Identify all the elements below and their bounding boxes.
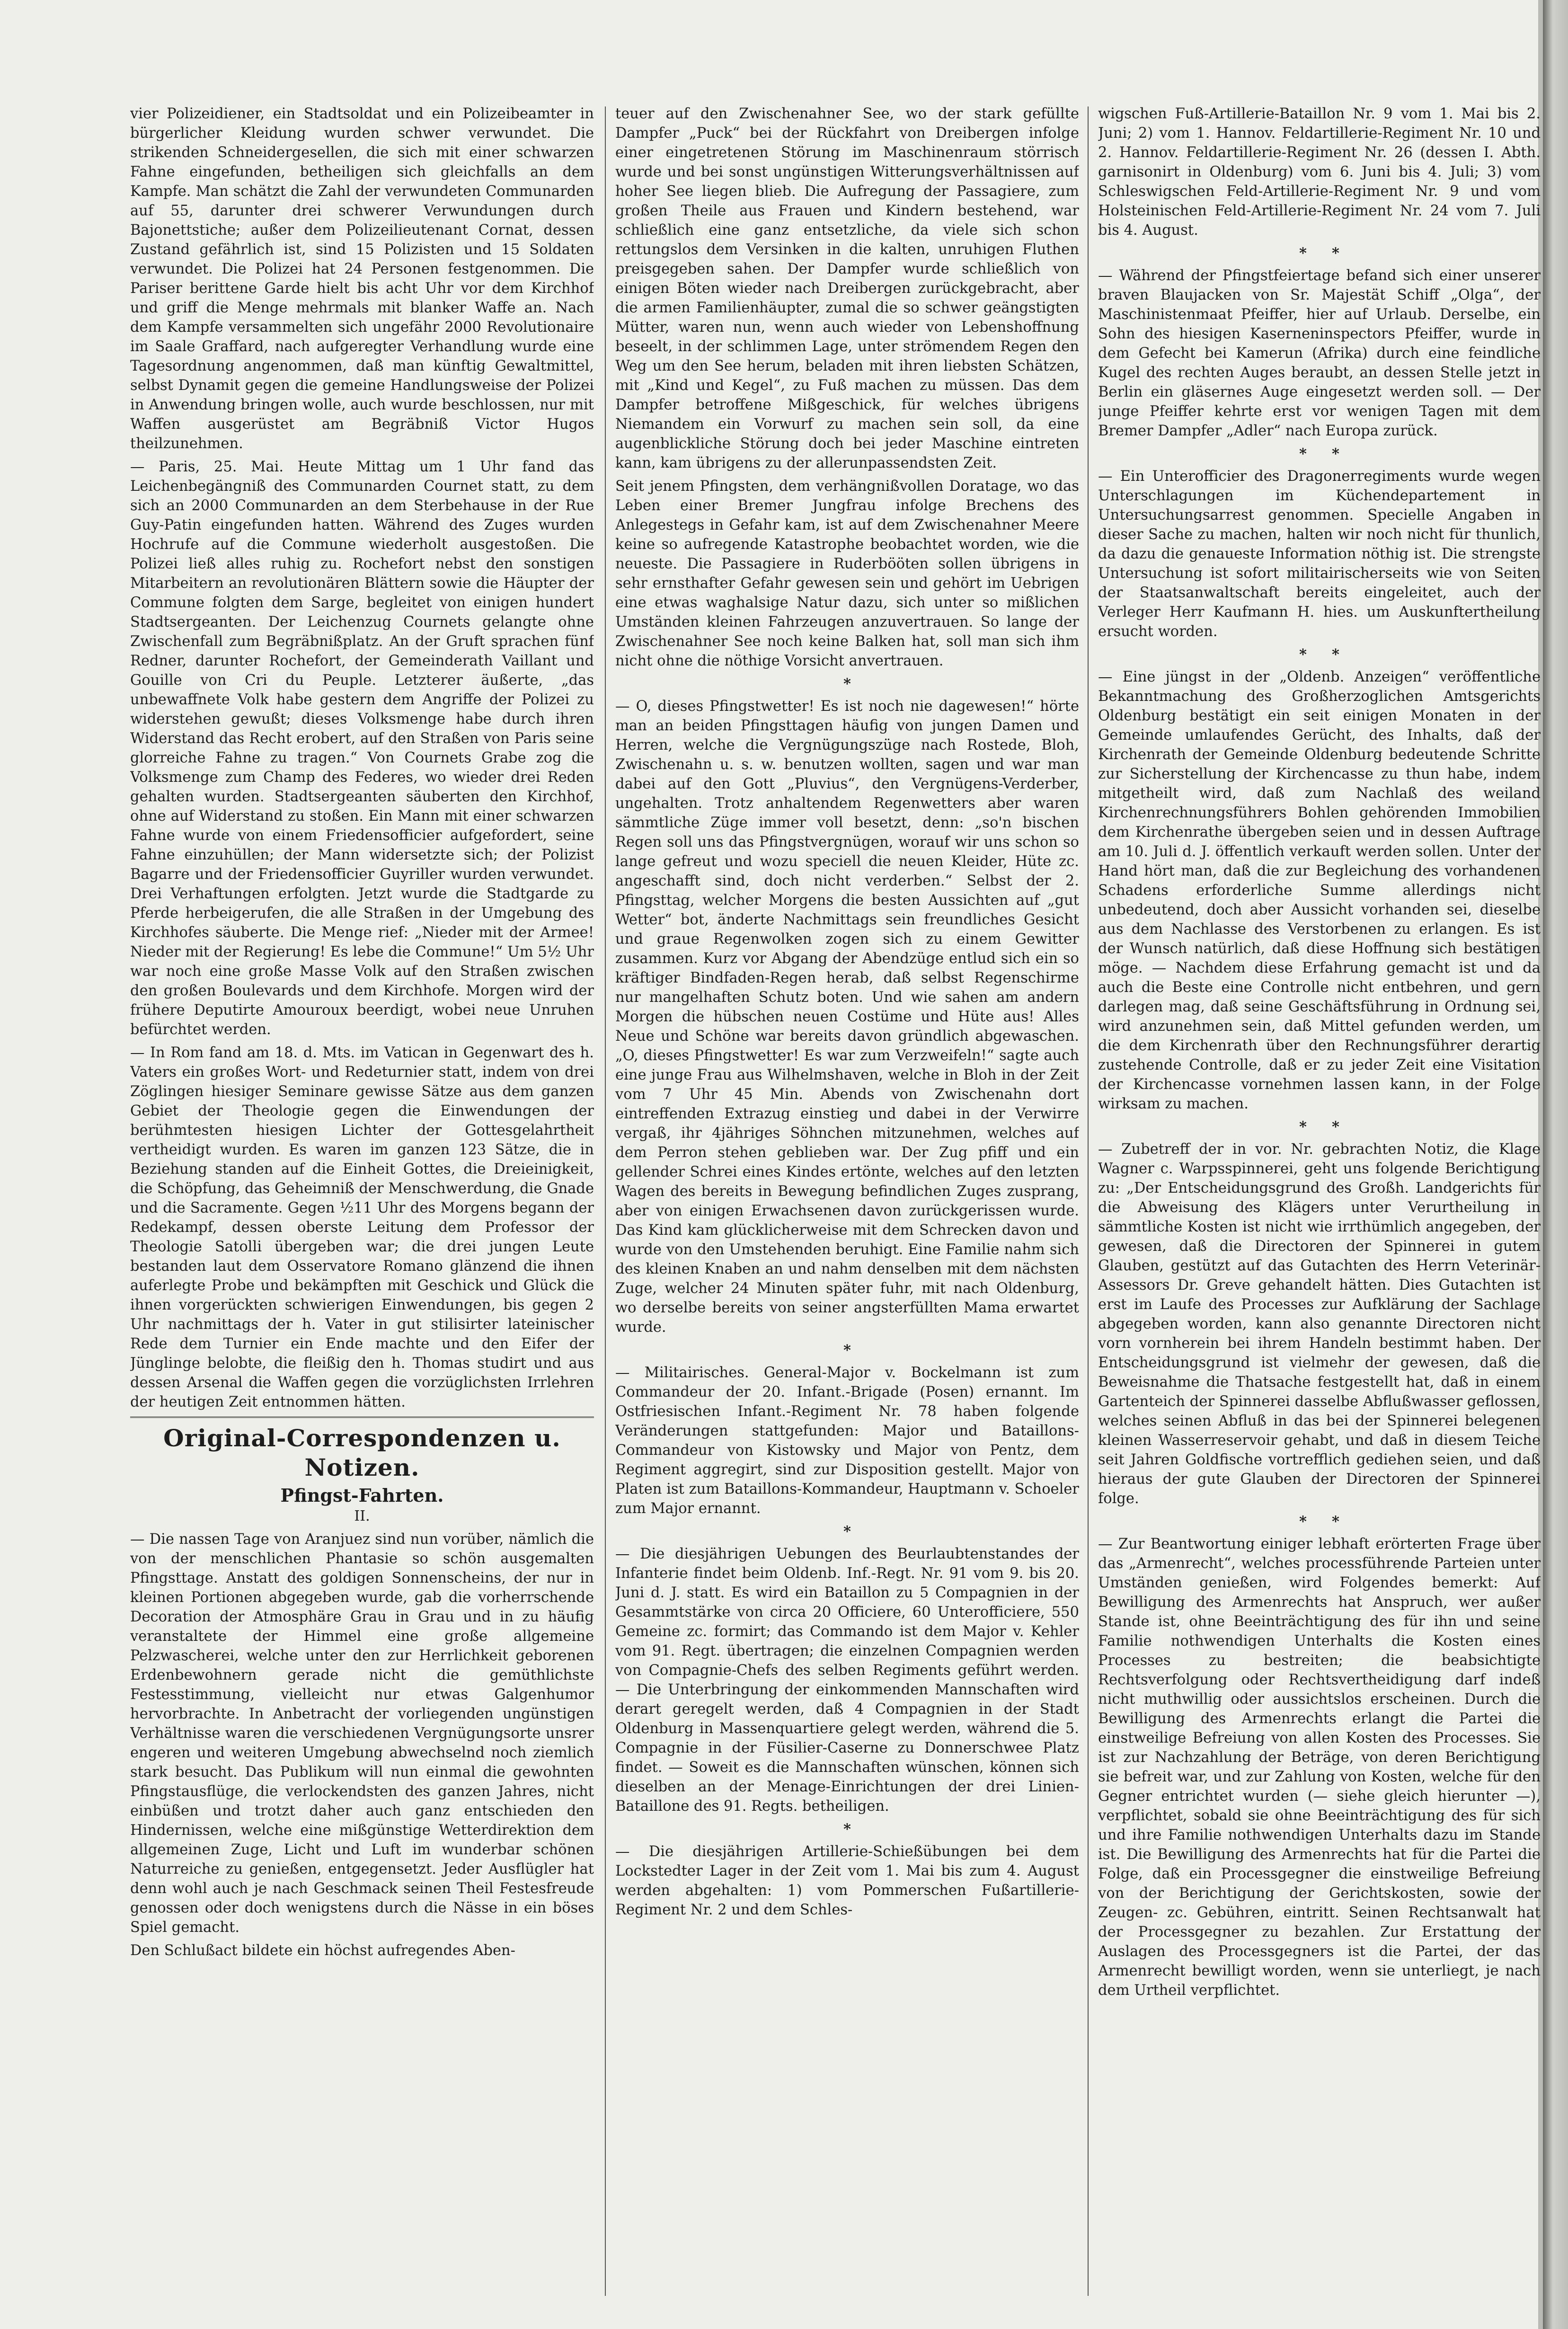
column-middle	[615, 104, 1079, 2301]
article-rome-vatican: — In Rom fand am 18. d. Mts. im Vatican in Gegenwart des h. Vaters ein großes Wort- und Redeturnier statt, indem von drei Zöglingen hiesiger Seminare gewisse Sätze aus dem ganzen Gebiet der Theologie gegen die Einwendungen der berühmtesten hiesigen Lichter der Gottesgelahrtheit vertheidigt wurden. Es waren im ganzen 123 Sätze, die in Beziehung standen auf die Einheit Gottes, die Dreieinigkeit, die Schöpfung, das Geheimniß der Menschwerdung, die Gnade und die Sacramente. Gegen ½11 Uhr des Morgens begann der Redekampf, dessen oberste Leitung dem Professor der Theologie Satolli übergeben war; die drei jungen Leute bestanden laut dem Osservatore Romano glänzend die ihnen auferlegte Probe und bekämpften mit Geschick und Glück die ihnen vorgerückten schwierigen Einwendungen, bis gegen 2 Uhr nachmittags der h. Vater in gut stilisirter lateinischer Rede dem Turnier ein Ende machte und den Eifer der Jünglinge belobte, die fleißig den h. Thomas studirt und aus dessen Arsenal die Waffen gegen die vorzüglichsten Irrlehren der heutigen Zeit entnommen hätten.	[130, 1045, 594, 1410]
asterisk-separator: * *	[1299, 646, 1339, 663]
asterisk-separator: *	[843, 675, 851, 692]
article-artillery-exercises: — Die diesjährigen Artillerie-Schießübungen bei dem Lockstedter Lager in der Zeit vom 1. Mai bis zum 4. August werden abgehalten: 1) vom Pommerschen Fußartillerie-Regiment Nr. 2 und dem Schles-	[615, 1843, 1079, 1918]
section-separator	[130, 1417, 594, 1418]
page-edge	[1543, 0, 1568, 2329]
column-right	[1098, 104, 1541, 2301]
asterisk-separator: * *	[1299, 245, 1339, 262]
article-pentecost-weather: — O, dieses Pfingstwetter! Es ist noch nie dagewesen!“ hörte man an beiden Pfingsttagen häufig von jungen Damen und Herren, welche die Vergnügungszüge nach Rostede, Bloh, Zwischenahn u. s. w. benutzen wollten, sagen und war man dabei auf den Gott „Pluvius“, den Vergnügens-Verderber, ungehalten. Trotz anhaltendem Regenwetters aber waren sämmtliche Züge immer voll besetzt, denn: „so'n bischen Regen soll uns das Pfingstvergnügen, worauf wir uns schon so lange gefreut und wozu speciell die neuen Kleider, Hüte zc. angeschafft sind, doch nicht verderben.“ Selbst der 2. Pfingsttag, welcher Morgens die besten Aussichten auf „gut Wetter“ bot, änderte Nachmittags sein freundliches Gesicht und graue Regenwolken zogen sich zu einem Gewitter zusammen. Kurz vor Abgang der Abendzüge entlud sich ein so kräftiger Bindfaden-Regen herab, daß selbst Regenschirme nur mangelhaften Schutz boten. Und wie sahen am andern Morgen die hübschen neuen Costüme und Hüte aus! Alles Neue und Schöne war bereits davon gründlich abgewaschen. „O, dieses Pfingstwetter! Es war zum Verzweifeln!“ sagte auch eine junge Frau aus Wilhelmshaven, welche in Bloh in der Zeit vom 7 Uhr 45 Min. Abends von Zwischenahn dort eintreffenden Extrazug einstieg und dabei in der Verwirre vergaß, ihr 4jähriges Söhnchen mitzunehmen, welches auf dem Perron stehen geblieben war. Der Zug pfiff und ein gellender Schrei eines Kindes ertönte, welches auf den letzten Wagen des bereits in Bewegung befindlichen Zuges zusprang, aber von einigen Erwachsenen davon zurückgerissen wurde. Das Kind kam glücklicherweise mit dem Schrecken davon und wurde von den Umstehenden beruhigt. Eine Familie nahm sich des kleinen Knaben an und nahm denselben mit dem nächsten Zuge, welcher 24 Minuten später fuhr, mit nach Oldenburg, wo derselbe bereits von seiner angsterfüllten Mama erwartet wurde.	[615, 698, 1079, 1336]
article-infantry-exercises: — Die diesjährigen Uebungen des Beurlaubtenstandes der Infanterie findet beim Oldenb. Inf.-Regt. Nr. 91 vom 9. bis 20. Juni d. J. statt. Es wird ein Bataillon zu 5 Compagnien in der Gesammtstärke von circa 20 Officiere, 60 Unterofficiere, 550 Gemeine zc. formirt; das Commando ist dem Major v. Kehler vom 91. Regt. übertragen; die einzelnen Compagnien werden von Compagnie-Chefs des selben Regiments geführt werden. — Die Unterbringung der einkommenden Mannschaften wird derart geregelt werden, daß 4 Compagnien in der Stadt Oldenburg in Massenquartiere gelegt werden, während die 5. Compagnie in der Füsilier-Caserne zu Donnerschwee Platz findet. — Soweit es die Mannschaften wünschen, können sich dieselben an der Menage-Einrichtungen der drei Linien-Bataillone des 91. Regts. betheiligen.	[615, 1546, 1079, 1815]
asterisk-separator: * *	[1299, 1118, 1339, 1135]
article-pentecost-trips: — Die nassen Tage von Aranjuez sind nun vorüber, nämlich die von der menschlichen Phantasie so schön ausgemalten Pfingsttage. Anstatt des goldigen Sonnenscheins, der nur in kleinen Portionen abgegeben wurde, gab die vorherrschende Decoration der Atmosphäre Grau in Grau und in zu häufig veranstaltete der Himmel eine große allgemeine Pelzwascherei, welche unter den zur Herrlichkeit geborenen Erdenbewohnern gerade nicht die gemüthlichste Festesstimmung, vielleicht nur etwas Galgenhumor hervorbrachte. In Anbetracht der vorliegenden ungünstigen Verhältnisse waren die verschiedenen Vergnügungsorte unsrer engeren und weiteren Umgebung abwechselnd noch ziemlich stark besucht. Das Publikum will nun einmal die gewohnten Pfingstausflüge, die verlockendsten des ganzen Jahres, nicht einbüßen und trotzt daher auch ganz entschieden den Hindernissen, welche eine mißgünstige Wetterdirektion dem allgemeinen Zuge, Licht und Luft im wunderbar schönen Naturreiche zu genießen, entgegensetzt. Jeder Ausflügler hat denn wohl auch je nach Geschmack seinen Theil Festesfreude genossen oder doch wenigstens durch die Nässe in ein böses Spiel gemacht.	[130, 1531, 594, 1936]
asterisk-separator: * *	[1299, 445, 1339, 462]
asterisk-separator: *	[843, 1523, 851, 1540]
section-title: Original-Correspondenzen u. Notizen.	[163, 1424, 561, 1481]
section-number: II.	[354, 1508, 370, 1524]
column-divider	[605, 106, 606, 2296]
article-sailor-pfeiffer: — Während der Pfingstfeiertage befand sich einer unserer braven Blaujacken von Sr. Majestät Schiff „Olga“, der Maschinistenmaat Pfeiffer, hier auf Urlaub. Derselbe, ein Sohn des hiesigen Kaserneninspectors Pfeiffer, wurde in dem Gefecht bei Kamerun (Afrika) durch eine feindliche Kugel des rechten Auges beraubt, an dessen Stelle jetzt in Berlin ein gläsernes Auge eingesetzt werden soll. — Der junge Pfeiffer kehrte erst vor wenigen Tagen mit dem Bremer Dampfer „Adler“ nach Europa zurück.	[1098, 267, 1541, 439]
article-paragraph: wigschen Fuß-Artillerie-Bataillon Nr. 9 vom 1. Mai bis 2. Juni; 2) vom 1. Hannov. Feldartillerie-Regiment Nr. 10 und 2. Hannov. Feldartillerie-Regiment Nr. 26 (dessen I. Abth. garnisonirt in Oldenburg) vom 6. Juni bis 4. Juli; 3) vom Schleswigschen Feld-Artillerie-Regiment Nr. 9 und vom Holsteinischen Feld-Artillerie-Regiment Nr. 24 vom 7. Juli bis 4. August.	[1098, 106, 1541, 239]
article-paragraph: vier Polizeidiener, ein Stadtsoldat und ein Polizeibeamter in bürgerlicher Kleidung wurden schwer verwundet. Die strikenden Schneidergesellen, die sich mit einer schwarzen Fahne eingefunden, betheiligen sich gleichfalls an dem Kampfe. Man schätzt die Zahl der verwundeten Communarden auf 55, darunter drei schwerer Verwundungen durch Bajonettstiche; außer dem Polizeilieutenant Cornat, dessen Zustand gefährlich ist, sind 15 Polizisten und 15 Soldaten verwundet. Die Polizei hat 24 Personen festgenommen. Die Pariser berittene Garde hielt bis acht Uhr vor dem Kirchhof und griff die Menge mehrmals mit blanker Waffe an. Nach dem Kampfe versammelten sich ungefähr 2000 Revolutionaire im Saale Graffard, nach aufgeregter Verhandlung wurde eine Tagesordnung angenommen, daß man künftig Gewaltmittel, selbst Dynamit gegen die gemeine Handlungsweise der Polizei in Anwendung bringen wolle, auch wurde beschlossen, nur mit Waffen ausgerüstet am Begräbniß Victor Hugos theilzunehmen.	[130, 106, 594, 452]
article-church-treasury: — Eine jüngst in der „Oldenb. Anzeigen“ veröffentliche Bekanntmachung des Großherzoglichen Amtsgerichts Oldenburg bestätigt ein seit einigen Monaten in der Gemeinde umlaufendes Gerücht, des Inhalts, daß der Kirchenrath der Gemeinde Oldenburg bedeutende Schritte zur Sicherstellung der Kirchencasse zu thun habe, indem mitgetheilt wird, daß zum Nachlaß des weiland Kirchenrechnungsführers Bohlen gehörenden Immobilien dem Kirchenrathe übergeben seien und in dessen Auftrage am 10. Juli d. J. öffentlich verkauft werden sollen. Unter der Hand hört man, daß die zur Begleichung des vorhandenen Schadens erforderliche Summe allerdings nicht unbedeutend, doch aber Aussicht vorhanden sei, dieselbe aus dem Nachlasse des Verstorbenen zu erlangen. Es ist der Wunsch natürlich, daß diese Hoffnung sich bestätigen möge. — Nachdem diese Erfahrung gemacht ist und da auch die Beste eine Controlle nicht entbehren, und gern darlegen mag, daß seine Geschäftsführung in Ordnung sei, wird anzunehmen sein, daß Mittel gefunden werden, um die dem Kirchenrath über den Rechnungsführer derartig zustehende Controlle, daß er zu jeder Zeit eine Visitation der Kirchencasse vornehmen lassen kann, in der Folge wirksam zu machen.	[1098, 669, 1541, 1112]
section-subtitle: Pfingst-Fahrten.	[280, 1485, 444, 1506]
article-paragraph: teuer auf den Zwischenahner See, wo der stark gefüllte Dampfer „Puck“ bei der Rückfahrt von Dreibergen infolge einer eingetretenen Störung im Maschinenraum störrisch wurde und bei sonst ungünstigen Witterungsverhältnissen auf hoher See liegen blieb. Die Aufregung der Passagiere, zum großen Theile aus Frauen und Kindern bestehend, war schließlich eine ganz entsetzliche, da viele sich schon rettungslos dem Versinken in die kalten, unruhigen Fluthen preisgegeben sahen. Der Dampfer wurde schließlich von einigen Böten wieder nach Dreibergen zurückgebracht, aber die armen Familienhäupter, zumal die so schwer geängstigten Mütter, waren nun, wenn auch wieder von Lebenshoffnung beseelt, in der schlimmen Lage, unter strömendem Regen den Weg um den See herum, beladen mit ihren liebsten Schätzen, mit „Kind und Kegel“, zu Fuß machen zu müssen. Das dem Dampfer betroffene Mißgeschick, für welches übrigens Niemandem ein Vorwurf zu machen sein soll, da eine augenblickliche Störung doch bei jeder Maschine eintreten kann, kam übrigens zu der allerunpassendsten Zeit.	[615, 106, 1079, 471]
article-dragoon-embezzlement: — Ein Unterofficier des Dragonerregiments wurde wegen Unterschlagungen im Küchendepartement in Untersuchungsarrest genommen. Specielle Angaben in dieser Sache zu machen, halten wir noch nicht für thunlich, da dazu die genaueste Information nöthig ist. Die strengste Untersuchung ist sofort militairischerseits wie von Seiten der Staatsanwaltschaft bereits eingeleitet, auch der Verleger Herr Kaufmann H. hies. um Auskunftertheilung ersucht worden.	[1098, 468, 1541, 640]
article-paris-funeral: — Paris, 25. Mai. Heute Mittag um 1 Uhr fand das Leichenbegängniß des Communarden Cournet statt, zu dem sich an 2000 Communarden an dem Sterbehause in der Rue Guy-Patin eingefunden hatten. Während des Zuges wurden Hochrufe auf die Commune wiederholt ausgestoßen. Die Polizei ließ alles ruhig zu. Rochefort nebst den sonstigen Mitarbeitern an revolutionären Blättern sowie die Häupter der Commune folgten dem Sarge, begleitet von einigen hundert Stadtsergeanten. Der Leichenzug Cournets gelangte ohne Zwischenfall zum Begräbnißplatz. An der Gruft sprachen fünf Redner, darunter Rochefort, der Gemeinderath Vaillant und Gouille von Cri du Peuple. Letzterer äußerte, „das unbewaffnete Volk habe gestern dem Angriffe der Polizei zu widerstehen gewußt; dieses Volksmenge habe durch ihren Widerstand das Recht erobert, auf den Straßen von Paris seine glorreiche Fahne zu tragen.“ Von Cournets Grabe zog die Volksmenge zum Champ des Federes, wo wieder drei Reden gehalten wurden. Stadtsergeanten säuberten den Kirchhof, ohne auf Widerstand zu stoßen. Ein Mann mit einer schwarzen Fahne wurde von einem Friedensofficier aufgefordert, seine Fahne einzuhüllen; der Mann widersetzte sich; der Polizist Bagarre und der Friedensofficier Guyriller wurden verwundet. Drei Verhaftungen erfolgten. Jetzt wurde die Stadtgarde zu Pferde herbeigerufen, die alle Straßen in der Umgebung des Kirchhofes säuberte. Die Menge rief: „Nieder mit der Armee! Nieder mit der Regierung! Es lebe die Commune!“ Um 5½ Uhr war noch eine große Masse Volk auf den Straßen zwischen den großen Boulevards und dem Kirchhofe. Morgen wird der frühere Deputirte Amouroux beerdigt, wobei neue Unruhen befürchtet werden.	[130, 459, 594, 1038]
asterisk-separator: * *	[1299, 1513, 1339, 1530]
column-divider	[1088, 106, 1089, 2296]
article-paragraph: Den Schlußact bildete ein höchst aufregendes Aben-	[130, 1942, 515, 1959]
column-left	[130, 104, 594, 2301]
article-paragraph: Seit jenem Pfingsten, dem verhängnißvollen Doratage, wo das Leben einer Bremer Jungfrau infolge Brechens des Anlegestegs in Gefahr kam, ist auf dem Zwischenahner Meere keine so aufregende Katastrophe beobachtet worden, wie die neueste. Die Passagiere in Ruderbööten sollen übrigens in sehr ernsthafter Gefahr gewesen sein und gehört im Uebrigen eine etwas waghalsige Natur dazu, sich unter so mißlichen Umständen kleinen Fahrzeugen anzuvertrauen. So lange der Zwischenahner See noch keine Balken hat, soll man sich ihm nicht ohne die nöthige Vorsicht anvertrauen.	[615, 478, 1079, 669]
article-military: — Militairisches. General-Major v. Bockelmann ist zum Commandeur der 20. Infant.-Brigade (Posen) ernannt. Im Ostfriesischen Infant.-Regiment Nr. 78 haben folgende Veränderungen stattgefunden: Major und Bataillons-Commandeur von Kistowsky und Major von Pentz, dem Regiment aggregirt, sind zur Disposition gestellt. Major von Platen ist zum Bataillons-Kommandeur, Hauptmann v. Schoeler zum Major ernannt.	[615, 1364, 1079, 1517]
article-poor-law: — Zur Beantwortung einiger lebhaft erörterten Frage über das „Armenrecht“, welches processführende Parteien unter Umständen genießen, wird Folgendes bemerkt: Auf Bewilligung des Armenrechts hat Anspruch, wer außer Stande ist, ohne Beeinträchtigung des für ihn und seine Familie nothwendigen Unterhalts die Kosten eines Processes zu bestreiten; die beabsichtigte Rechtsverfolgung oder Rechtsvertheidigung darf indeß nicht muthwillig oder aussichtslos erscheinen. Durch die Bewilligung des Armenrechts erlangt die Partei die einstweilige Befreiung von allen Kosten des Processes. Sie ist zur Nachzahlung der Beträge, von deren Berichtigung sie befreit war, und zur Zahlung von Kosten, welche für den Gegner entrichtet wurden (— siehe gleich hierunter —), verpflichtet, sobald sie ohne Beeinträchtigung des für sich und ihre Familie nothwendigen Unterhalts dazu im Stande ist. Die Bewilligung des Armenrechts hat für die Partei die Folge, daß ein Processgegner die einstweilige Befreiung von der Berichtigung der Gerichtskosten, sowie der Zeugen- zc. Gebühren, eintritt. Seinen Rechtsanwalt hat der Processgegner zu bezahlen. Zur Erstattung der Auslagen des Processgegners ist die Partei, der das Armenrecht bewilligt worden, wenn sie unterliegt, je nach dem Urtheil verpflichtet.	[1098, 1536, 1541, 1999]
asterisk-separator: *	[843, 1342, 851, 1359]
article-wagner-lawsuit: — Zubetreff der in vor. Nr. gebrachten Notiz, die Klage Wagner c. Warpsspinnerei, geht uns folgende Berichtigung zu: „Der Entscheidungsgrund des Großh. Landgerichts für die Abweisung des Klägers unter Verurtheilung in sämmtliche Kosten ist nicht wie irrthümlich angegeben, der gewesen, daß die Directoren der Spinnerei in gutem Glauben, gestützt auf das Gutachten des Herrn Veterinär-Assessors Dr. Greve gehandelt hätten. Dies Gutachten ist erst im Laufe des Processes zur Aufklärung der Sachlage abgegeben worden, kann also genannte Directoren nicht vorn vornherein bei ihrem Handeln bestimmt haben. Der Entscheidungsgrund ist vielmehr der gewesen, daß die Beweisnahme die Thatsache festgestellt hat, daß in einem Gartenteich der Spinnerei dasselbe Abflußwasser geflossen, welches seinen Abfluß in das bei der Spinnerei belegenen kleinen Wasserreservoir gehabt, und daß in diesem Teiche seit Jahren Goldfische vortrefflich gediehen seien, und daß hieraus der gute Glauben der Directoren der Spinnerei folge.	[1098, 1141, 1541, 1507]
asterisk-separator: *	[843, 1821, 851, 1838]
